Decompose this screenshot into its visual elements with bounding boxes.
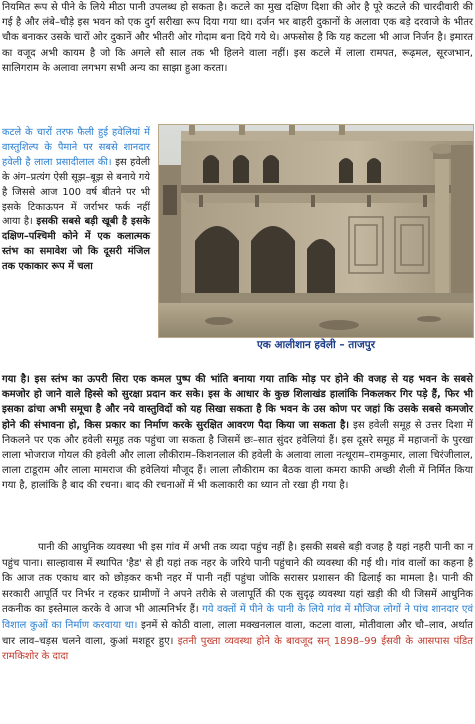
pull-quote: कटले के चारों तरफ फैली हुई हवेलियां में वास्तुशिल्प के पैमाने पर सबसे शानदार हवेली है लाला प्रसादीलाल की। [2, 127, 150, 168]
photo-caption: एक आलीशान हवेली – ताजपुर [256, 339, 375, 351]
water-highlight-red: इतनी पुख्ता व्यवस्था होने के बावजूद सन् 1898–99 ईसवी के आसपास पंडित रामकिशोर के दादा [2, 635, 473, 663]
water-paragraph [2, 540, 473, 665]
haveli-photo [158, 124, 474, 338]
haveli-illustration [159, 125, 473, 337]
intro-paragraph: नियमित रूप से पीने के लिये मीठा पानी उपलब्ध हो सकता है। कटले का मुख दक्षिण दिशा की ओर है पूरे कटले की चारदीवारी की गई है और लंबे–चौड़े इस भवन को एक दुर्ग सरीखा रूप दिया गया था। दर्जन भर बाहरी दुकानों के अलावा एक बड़े दरवाजे के भीतर चौक बनाकर उसके चारों ओर दुकानें और भीतरी ओर गोदाम बना दिये गये थे। अफसोस है कि यह कटला भी आज निर्जन है। इमारत का वजूद अभी कायम है जो कि अगले सौ साल तक भी हिलने वाला नहीं। इस कटले में लाला रामपत, रूढ़मल, सूरजभान, सालिगराम के अलावा लगभग सभी अन्य का साझा हुआ करता। [2, 2, 473, 74]
left-column-text [2, 126, 150, 275]
water-highlight-blue: गये वक्तों में पीने के पानी के लिये गांव में मौजिज लोगों ने पांच शानदार एवं विशाल कुओं का निर्माण करवाया था। [2, 604, 474, 631]
left-column-body: इस हवेली के अंग–प्रत्यंग ऐसी सूझ–बूझ से बनाये गये है जिससे आज 100 वर्ष बीतने पर भी इसके टिकाऊपन में जर्राभर फर्क नहीं आया है। [2, 156, 150, 228]
continuation-bold: गया है। इस स्तंभ का ऊपरी सिरा एक कमल पुष्प की भांति बनाया गया ताकि मोड़ पर होने की वजह से यह भवन के सबसे कमजोर हो जाने वाले हिस्से को सुरक्षा प्रदान कर सके। इस के आधार के कुछ शिलाखंड हालांकि निकलकर गिर पड़े हैं, फिर भी इसका ढांचा अभी समूचा है और नये वास्तुविदों को यह सिखा सकता है कि भवन के उस कोण पर जहां कि उसके सबसे कमजोर होने की संभावना हो, किस प्रकार का निर्माण करके सुरक्षित आवरण पैदा किया जा सकता है। [2, 374, 473, 431]
water-text-b: इनमें से कोठी वाला, लाला मक्खनलाल वाला, कटला वाला, मोतीवाला और चौ–लाव, अर्थात चार लाव–चड़स चलने वाला, कुआं मशहूर हुए। [2, 619, 473, 647]
continuation-paragraph [2, 372, 473, 494]
left-column-bold: इसकी सबसे बड़ी खूबी है इसके दक्षिण–पश्चिमी कोने में एक कलात्मक स्तंभ का समावेश जो कि दूसरी मंजिल तक एकाकार रूप में चला [2, 216, 150, 273]
water-text-a: पानी की आधुनिक व्यवस्था भी इस गांव में अभी तक व्यदा पहुंच नहीं है। इसकी सबसे बड़ी वजह है यहां नहरी पानी का न पहुंच पाना। साल्हावास में स्थापित 'हैड' से ही यहां तक नहर के जरिये पानी पहुंचाने की व्यवस्था की गई थी। गांव वालों का कहना है कि आज तक एकाध बार को छोड़कर कभी नहर में पानी नहीं पहुंचा जोकि सरासर प्रशासन की ढिलाई का मामला है। पानी की सरकारी आपूर्ति पर निर्भर न रहकर ग्रामीणों ने अपने तरीके से जलापूर्ति की एक सुदृढ़ व्यवस्था यहां खड़ी की थी जिसमें आधुनिक तकनीक का इस्तेमाल करके वे आज भी आत्मनिर्भर हैं। [2, 542, 473, 616]
continuation-normal: इस हवेली समूह से उत्तर दिशा में निकलने पर एक और हवेली समूह तक पहुंचा जा सकता है जिसमें छः–सात सुंदर हवेलियां हैं। इस दूसरे समूह में महाजनों के पुरखा लाला भोजराज गोयल की हवेली और लाला लौकीराम–किशनलाल की हवेली के अलावा लाला नत्थूराम–रामकुमार, लाला चिरंजीलाल, लाला टाडूराम और लाला मामराज की हवेलियां मौजूद हैं। लाला लौकीराम का बैठक वाला कमरा काफी अच्छी शैली में निर्मित किया गया है, हालांकि है बाद की रचना। बाद की रचनाओं में भी कलाकारी का ध्यान तो रखा ही गया है। [2, 419, 473, 492]
